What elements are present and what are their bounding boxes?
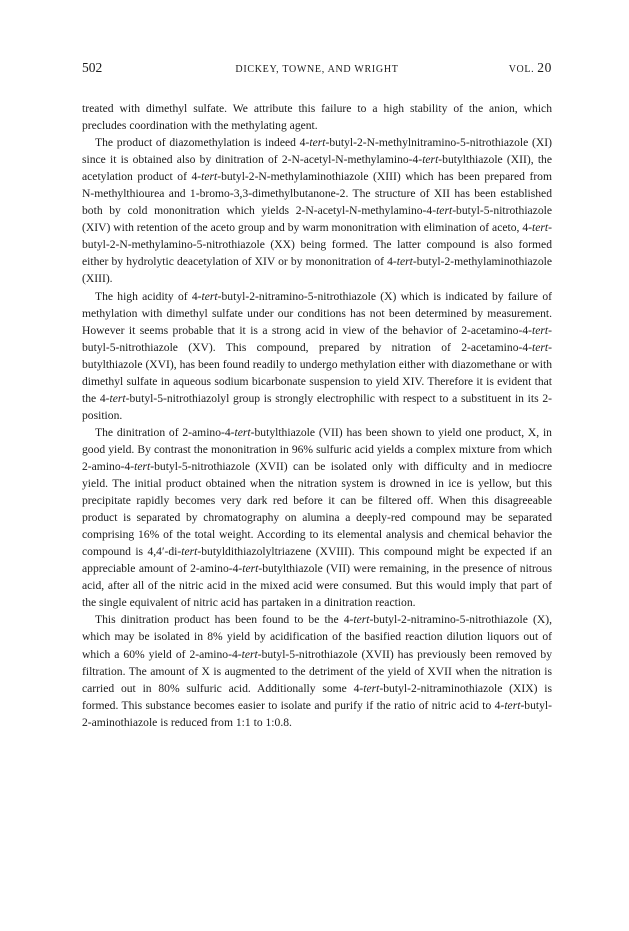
text-run: The dinitration of 2-amino-4-: [95, 425, 235, 439]
italic-term: tert: [532, 323, 549, 337]
text-run: -butylthiazole (VII) were remaining, in the presence of nitrous acid, after all of the nitric acid in the mixed acid were consumed. But this would imply that part of the single equivalent of nitric acid has partaken in a dinitration reaction.: [82, 562, 552, 610]
paragraph-5: [82, 611, 552, 730]
text-run: This dinitration product has been found to be the 4-: [95, 613, 354, 627]
text-run: -butyl-2-N-methylamino-5-nitrothiazole (XX) being formed. The latter compound is also formed either by hydrolytic deacetylation of XIV or by mononitration of 4-: [82, 221, 552, 269]
text-run: -butyldithiazolyltriazene (XVIII). This compound might be expected if an appreciable amount of 2-amino-4-: [82, 545, 552, 576]
italic-term: tert: [504, 698, 521, 712]
running-title: DICKEY, TOWNE, AND WRIGHT: [235, 64, 399, 75]
italic-term: tert: [181, 545, 198, 559]
text-run: -butylthiazole (XVI), has been found readily to undergo methylation either with diazomethane or with dimethyl sulfate in aqueous sodium bicarbonate suspension to yield XIV. Therefore it is evident that the 4-: [82, 340, 552, 405]
text-run: -butyl-2-nitramino-5-nitrothiazole (X) which is indicated by failure of methylation with dimethyl sulfate under our conditions has not been determined by measurement. However it seems probable that it is a strong acid in view of the behavior of 2-acetamino-4-: [82, 289, 552, 337]
text-run: -butyl-2-nitraminothiazole (XIX) is formed. This substance becomes easier to isolate and purify if the ratio of nitric acid to 4-: [82, 681, 553, 712]
text-run: -butylthiazole (XII), the acetylation product of 4-: [82, 153, 552, 184]
volume-number: 20: [537, 60, 552, 75]
running-head: [82, 60, 552, 82]
text-run: -butyl-2-aminothiazole is reduced from 1:1 to 1:0.8.: [82, 698, 552, 729]
italic-term: tert: [241, 647, 258, 661]
text-run: -butyl-2-N-methylaminothiazole (XIII) which has been prepared from N-methylthiourea and 1-bromo-3,3-dimethylbutanone-2. The structure of XII has been established both by cold mononitration which yields 2-N-acetyl-N-methylamino-4-: [82, 170, 552, 218]
text-run: -butyl-2-nitramino-5-nitrothiazole (X), which may be isolated in 8% yield by acidification of the basified reaction dilution liquors out of which a 60% yield of 2-amino-4-: [82, 613, 552, 661]
page-number: 502: [82, 60, 103, 75]
italic-term: tert: [422, 153, 439, 167]
text-run: -butyl-5-nitrothiazole (XIV) with retention of the aceto group and by warm mononitration with elimination of aceto, 4-: [82, 204, 552, 235]
paragraph-3: [82, 288, 552, 424]
text-run: -butyl-2-N-methylnitramino-5-nitrothiazole (XI) since it is obtained also by dinitration of 2-N-acetyl-N-methylamino-4-: [82, 136, 552, 167]
italic-term: tert: [201, 170, 218, 184]
paragraph-2: [82, 134, 552, 287]
journal-page: [82, 60, 552, 731]
text-run: -butylthiazole (VII) has been shown to yield one product, X, in good yield. By contrast the mononitration in 96% sulfuric acid yields a complex mixture from which 2-amino-4-: [82, 425, 552, 473]
italic-term: tert: [109, 391, 126, 405]
volume-label: [492, 60, 552, 76]
text-run: The product of diazomethylation is indeed 4-: [95, 136, 310, 150]
text-run: -butyl-5-nitrothiazolyl group is strongly electrophilic with respect to a substituent in its 2-position.: [82, 391, 552, 422]
text-run: treated with dimethyl sulfate. We attribute this failure to a high stability of the anion, which precludes coordination with the methylating agent.: [82, 102, 552, 133]
italic-term: tert: [309, 136, 326, 150]
text-run: -butyl-5-nitrothiazole (XVII) has previously been removed by filtration. The amount of X is augmented to the detriment of the yield of XVII when the nitration is carried out in 80% sulfuric acid. Additionally some 4-: [82, 647, 553, 695]
paragraph-1: [82, 100, 552, 134]
italic-term: tert: [353, 613, 370, 627]
body-text: [82, 100, 552, 731]
text-run: -butyl-5-nitrothiazole (XVII) can be isolated only with difficulty and in mediocre yield. The initial product obtained when the nitration system is drowned in ice is yellow, but this precipitate rapidly becomes very dark red before it can be filtered off. When this disagreeable product is separated by chromatography on alumina a deeply-red compound may be separated comprising 16% of the total weight. According to its elemental analysis and chemical behavior the compound is 4,4′-di-: [82, 459, 552, 559]
italic-term: tert: [532, 221, 549, 235]
italic-term: tert: [201, 289, 218, 303]
text-run: The high acidity of 4-: [95, 289, 202, 303]
italic-term: tert: [363, 681, 380, 695]
italic-term: tert: [436, 204, 453, 218]
volume-prefix: VOL.: [508, 64, 535, 75]
italic-term: tert: [532, 340, 549, 354]
paragraph-4: [82, 424, 552, 612]
text-run: -butyl-5-nitrothiazole (XV). This compound, prepared by nitration of 2-acetamino-4-: [82, 323, 552, 354]
italic-term: tert: [242, 562, 259, 576]
text-run: -butyl-2-methylaminothiazole (XIII).: [82, 255, 552, 286]
italic-term: tert: [134, 459, 151, 473]
italic-term: tert: [234, 425, 251, 439]
italic-term: tert: [396, 255, 413, 269]
